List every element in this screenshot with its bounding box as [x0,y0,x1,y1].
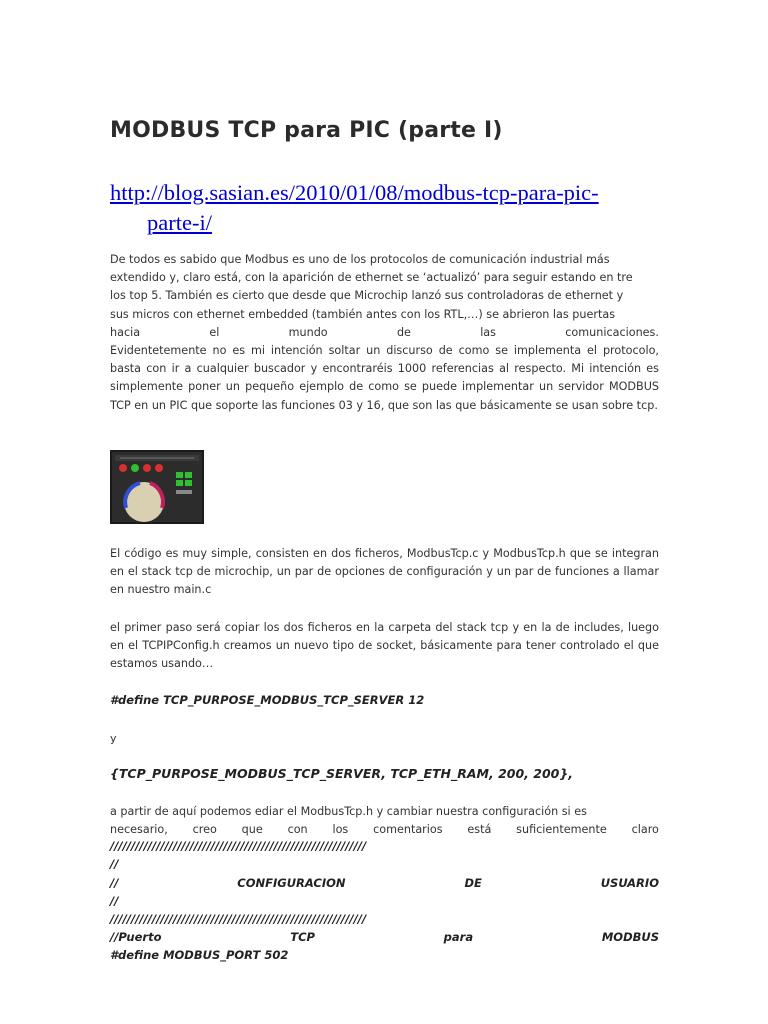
y-text: y [110,732,117,745]
intro-paragraph [110,251,659,415]
intro-line-2: extendido y, claro está, con la aparición de ethernet se ‘actualizó’ para seguir estando en tre [110,271,633,285]
paragraph-code-description: El código es muy simple, consisten en dos ficheros, ModbusTcp.c y ModbusTcp.h que se integran en el stack tcp de microchip, un par de opciones de configuración y un par de funciones a llamar en nuestro main.c [110,547,659,597]
puerto-comment-line: //Puerto TCP para MODBUS [110,930,659,944]
paragraph-first-step: el primer paso será copiar los dos ficheros en la carpeta del stack tcp y en la de includes, luego en el TCPIPConfig.h creamos un nuevo tipo de socket, básicamente para tener controlado el que estamos usando… [110,621,659,671]
modbus-screenshot-image [110,450,204,524]
intro-line-3: los top 5. También es cierto que desde que Microchip lanzó sus controladoras de ethernet y [110,289,624,303]
config-line-1: a partir de aquí podemos ediar el ModbusTcp.h y cambiar nuestra configuración si es [110,805,587,818]
article-link-line2[interactable]: parte-i/ [147,210,212,235]
config-comment-line: // CONFIGURACION DE USUARIO [110,876,659,890]
intro-line-4: sus micros con ethernet embedded (también antes con los RTL,…) se abrieron las puertas [110,307,616,321]
slash-line-top: ///////////////////////////////////////////////////////////// [110,839,367,853]
config-spread-line: necesario, creo que con los comentarios está suficientemente claro [110,823,659,837]
article-link-line1[interactable]: http://blog.sasian.es/2010/01/08/modbus-tcp-para-pic- [110,180,599,205]
page-title: MODBUS TCP para PIC (parte I) [110,118,503,143]
comment-line-2: // [110,894,119,908]
intro-tail: Evidentetemente no es mi intención soltar un discurso de como se implementa el protocolo, basta con ir a cualquier buscador y encontraréis 1000 referencias al respecto. Mi intención es simplemente poner un pequeño ejemplo de como se puede implementar un servidor MODBUS TCP en un PIC que soporte las funciones 03 y 16, que son las que básicamente se usan sobre tcp. [110,344,659,412]
socket-config-code: {TCP_PURPOSE_MODBUS_TCP_SERVER, TCP_ETH_RAM, 200, 200}, [110,766,574,781]
define-purpose-code: #define TCP_PURPOSE_MODBUS_TCP_SERVER 12 [110,693,425,707]
slash-line-bottom: ///////////////////////////////////////////////////////////// [110,912,367,926]
intro-line-1: De todos es sabido que Modbus es uno de los protocolos de comunicación industrial más [110,253,610,266]
intro-spread-line: hacia el mundo de las comunicaciones. [110,325,659,339]
article-link[interactable] [110,178,659,238]
define-port-code: #define MODBUS_PORT 502 [110,948,289,962]
paragraph-config [110,803,659,839]
comment-line-1: // [110,857,119,871]
